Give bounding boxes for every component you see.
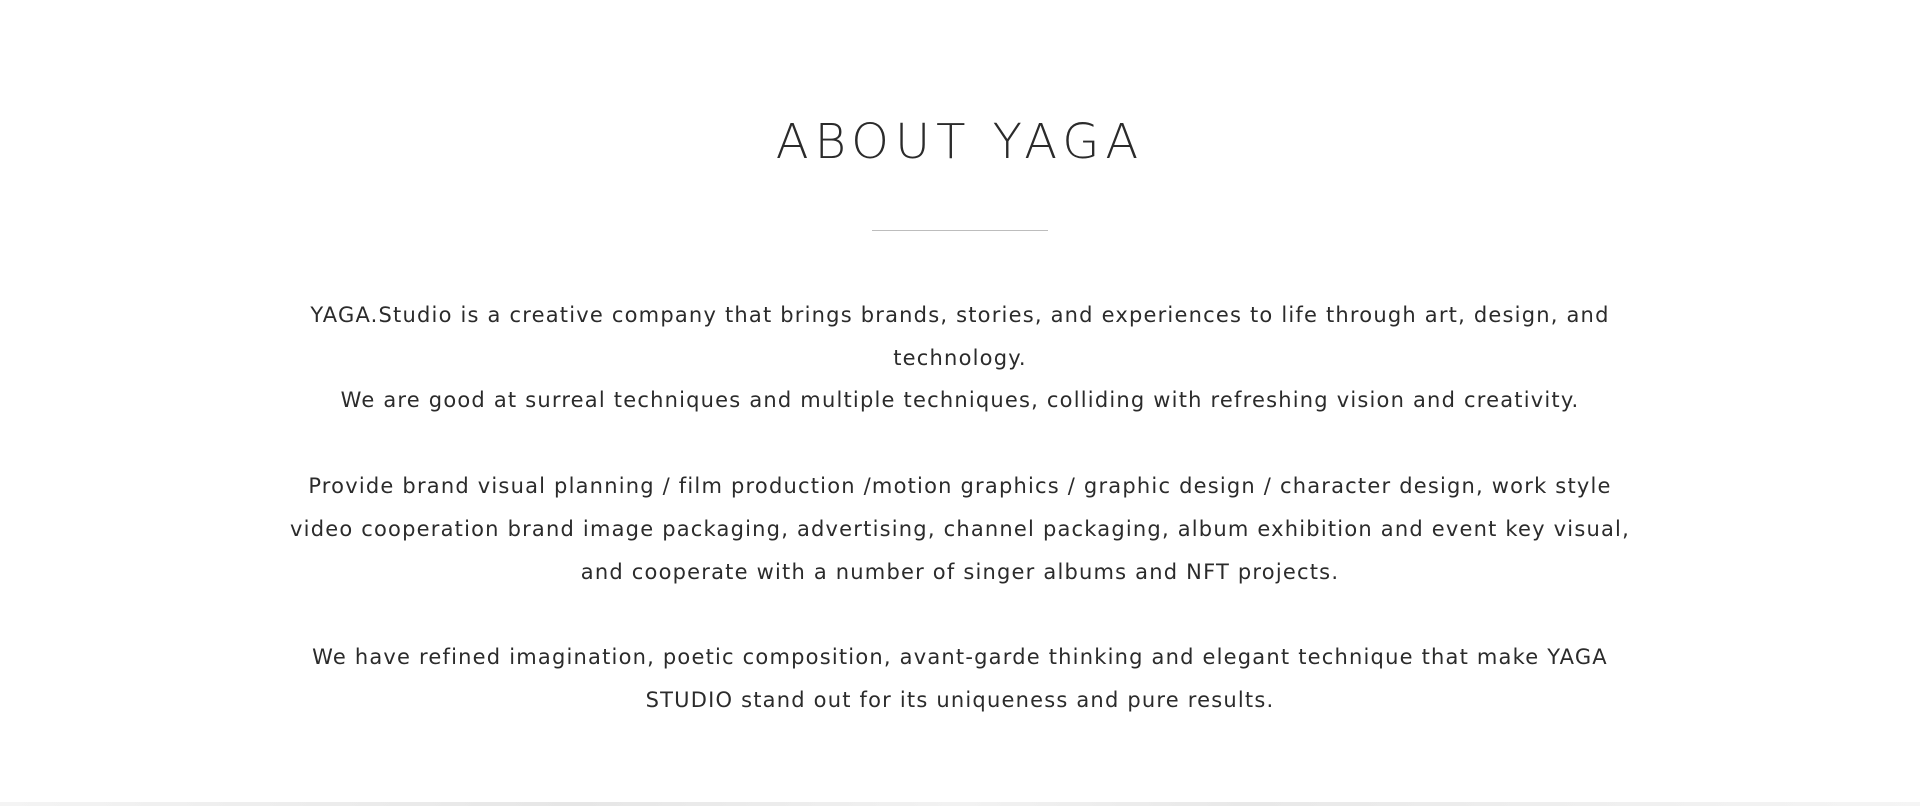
- page-title: ABOUT YAGA: [775, 114, 1145, 170]
- about-paragraph-techniques: We are good at surreal techniques and multiple techniques, colliding with refreshing vision and creativity.: [340, 388, 1580, 412]
- about-paragraph-intro: YAGA.Studio is a creative company that brings brands, stories, and experiences to life through art, design, and technology.: [310, 303, 1610, 370]
- about-paragraph-services: Provide brand visual planning / film production /motion graphics / graphic design / character design, work style video cooperation brand image packaging, advertising, channel packaging, album exhibition and event key visual, and cooperate with a number of singer albums and NFT projects.: [290, 474, 1630, 584]
- next-section-edge: [0, 802, 1920, 806]
- about-paragraph-values: We have refined imagination, poetic composition, avant-garde thinking and elegant technique that make YAGA STUDIO stand out for its uniqueness and pure results.: [312, 645, 1608, 712]
- title-divider: [872, 230, 1048, 231]
